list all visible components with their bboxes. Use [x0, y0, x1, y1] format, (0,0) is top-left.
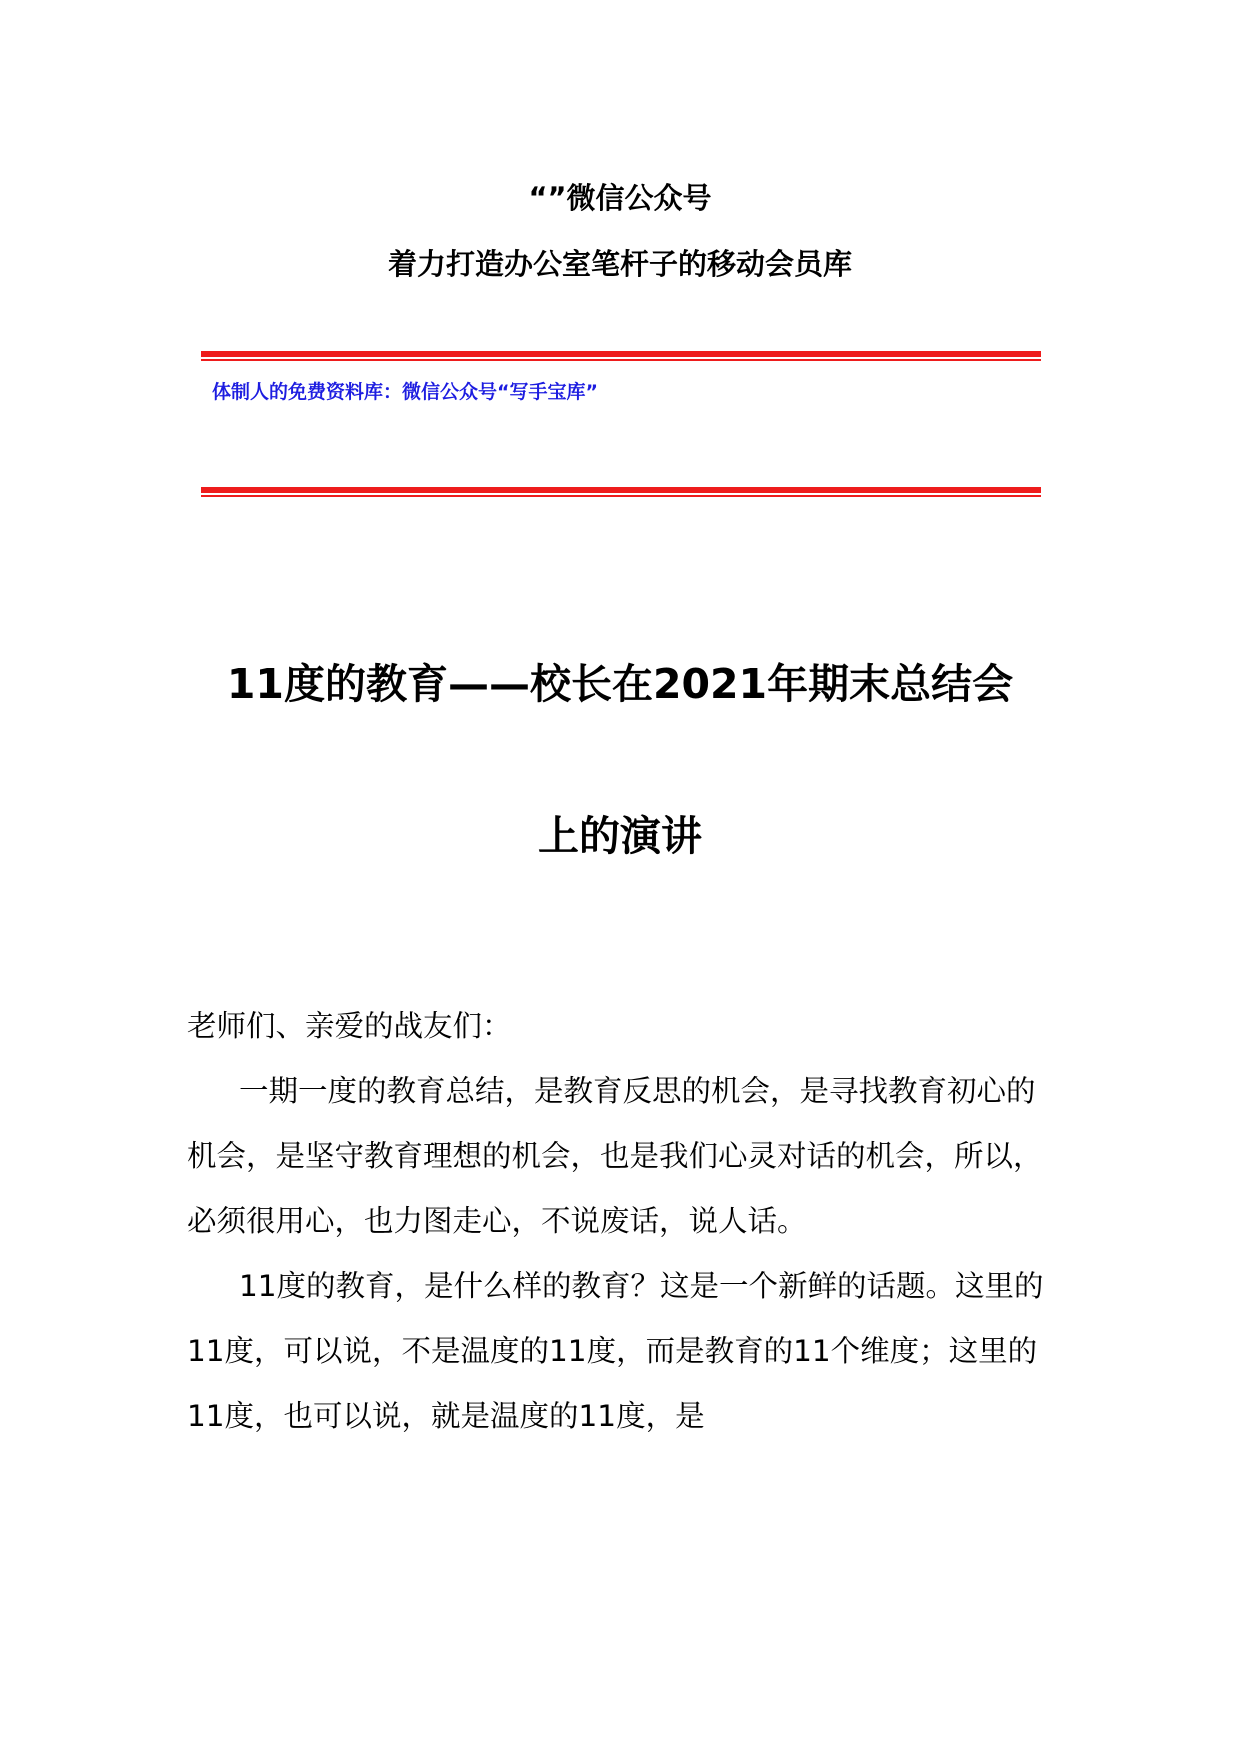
document-title-line-2: 上的演讲 — [538, 812, 702, 860]
salutation: 老师们、亲爱的战友们： — [187, 1009, 512, 1043]
top-divider — [201, 351, 1041, 361]
header-slogan: 着力打造办公室笔杆子的移动会员库 — [387, 247, 852, 281]
banner-note: 体制人的免费资料库：微信公众号“写手宝库” — [212, 381, 598, 403]
document-title-line-1: 11度的教育——校长在2021年期末总结会 — [226, 660, 1014, 708]
body-paragraph-2: 11度的教育，是什么样的教育？这是一个新鲜的话题。这里的11度，可以说，不是温度的11度，而是教育的11个维度；这里的11度，也可以说，就是温度的11度，是 — [187, 1269, 1044, 1433]
document-body — [187, 994, 1047, 1449]
bottom-divider — [201, 487, 1041, 497]
header-account-line: “”微信公众号 — [528, 181, 712, 215]
body-paragraph-1: 一期一度的教育总结，是教育反思的机会，是寻找教育初心的机会，是坚守教育理想的机会，也是我们心灵对话的机会，所以，必须很用心，也力图走心，不说废话，说人话。 — [187, 1074, 1043, 1238]
